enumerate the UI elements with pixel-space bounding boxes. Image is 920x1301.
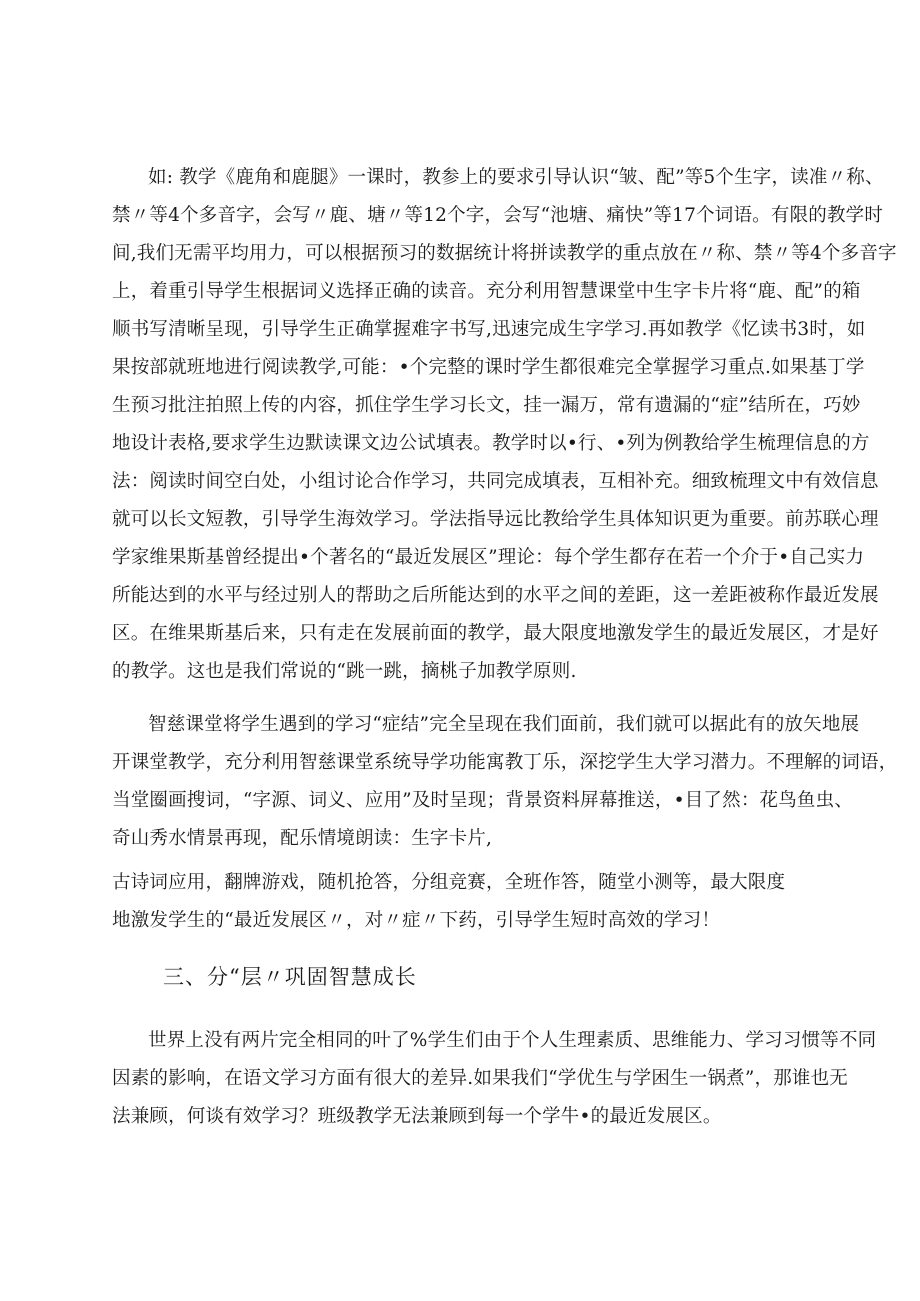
paragraph-1-line-8: 地设计表格,要求学生边默读课文边公试填表。教学时以•行、•列为例教给学生梳理信息的方	[112, 433, 870, 454]
paragraph-1-line-9: 法：阅读时间空白处，小组讨论合作学习，共同完成填表，互相补充。细致梳理文中有效信息	[112, 471, 879, 492]
paragraph-3-line-2: 地激发学生的“最近发展区〃，对〃症〃下药，引导学生短时高效的学习！	[112, 910, 721, 931]
paragraph-2-line-2: 开课堂教学，充分利用智慈课堂系统导学功能寓教丁乐，深挖学生大学习潜力。不理解的词语，	[112, 752, 898, 773]
paragraph-1-line-3: 间,我们无需平均用力，可以根据预习的数据统计将拼读教学的重点放在〃称、禁〃等4个多音字	[112, 243, 897, 264]
paragraph-2-line-3: 当堂圈画搜词，“字源、词义、应用”及时呈现；背景资料屏幕推送，•目了然：花鸟鱼虫、	[112, 790, 854, 811]
paragraph-1-line-14: 的教学。这也是我们常说的“跳一跳，摘桃子加教学原则.	[112, 661, 577, 682]
paragraph-2-line-1: 智慈课堂将学生遇到的学习“症结”完全呈现在我们面前，我们就可以据此有的放矢地展	[148, 714, 860, 735]
paragraph-1-line-13: 区。在维果斯基后来，只有走在发展前面的教学，最大限度地激发学生的最近发展区，才是好	[112, 623, 879, 644]
section-heading: 三、分“层〃巩固智慧成长	[163, 965, 417, 989]
paragraph-1-line-1: 如: 教学《鹿角和鹿腿》一课时，教参上的要求引导认识“皱、配”等5个生字，读准〃称、	[148, 167, 884, 188]
paragraph-4-line-2: 因素的影响，在语文学习方面有很大的差异.如果我们“学优生与学困生一锅煮”，那谁也无	[112, 1068, 848, 1089]
paragraph-1-line-5: 顺书写清晰呈现，引导学生正确掌握难字书写,迅速完成生字学习.再如教学《忆读书3时，如	[112, 319, 866, 340]
paragraph-4-line-1: 世界上没有两片完全相同的叶了%学生们由于个人生理素质、思维能力、学习习惯等不同	[148, 1030, 877, 1051]
paragraph-1-line-12: 所能达到的水平与经过别人的帮助之后所能达到的水平之间的差距，这一差距被称作最近发展	[112, 585, 879, 606]
paragraph-1-line-11: 学家维果斯基曾经提出•个著名的“最近发展区”理论：每个学生都存在若一个介于•自己实力	[112, 547, 865, 568]
paragraph-3-line-1: 古诗词应用，翻牌游戏，随机抢答，分组竞赛，全班作答，随堂小测等，最大限度	[112, 872, 786, 893]
paragraph-4-line-3: 法兼顾，何谈有效学习？班级教学无法兼顾到每一个学牛•的最近发展区。	[112, 1106, 722, 1127]
paragraph-2-line-4: 奇山秀水情景再现，配乐情境朗读：生字卡片,	[112, 828, 493, 849]
paragraph-1-line-10: 就可以长文短教，引导学生海效学习。学法指导远比教给学生具体知识更为重要。前苏联心理	[112, 509, 879, 530]
paragraph-1-line-6: 果按部就班地进行阅读教学,可能：•个完整的课时学生都很难完全掌握学习重点.如果基丁学	[112, 357, 865, 378]
paragraph-1-line-2: 禁〃等4个多音字，会写〃鹿、塘〃等12个字，会写“池塘、痛快”等17个词语。有限的教学时	[112, 205, 884, 226]
paragraph-1-line-4: 上，着重引导学生根据词义选择正确的读音。充分利用智慧课堂中生字卡片将“鹿、配”的箱	[112, 281, 861, 302]
paragraph-1-line-7: 生预习批注拍照上传的内容，抓住学生学习长文，挂一漏万，常有遗漏的“症”结所在，巧妙	[112, 395, 861, 416]
